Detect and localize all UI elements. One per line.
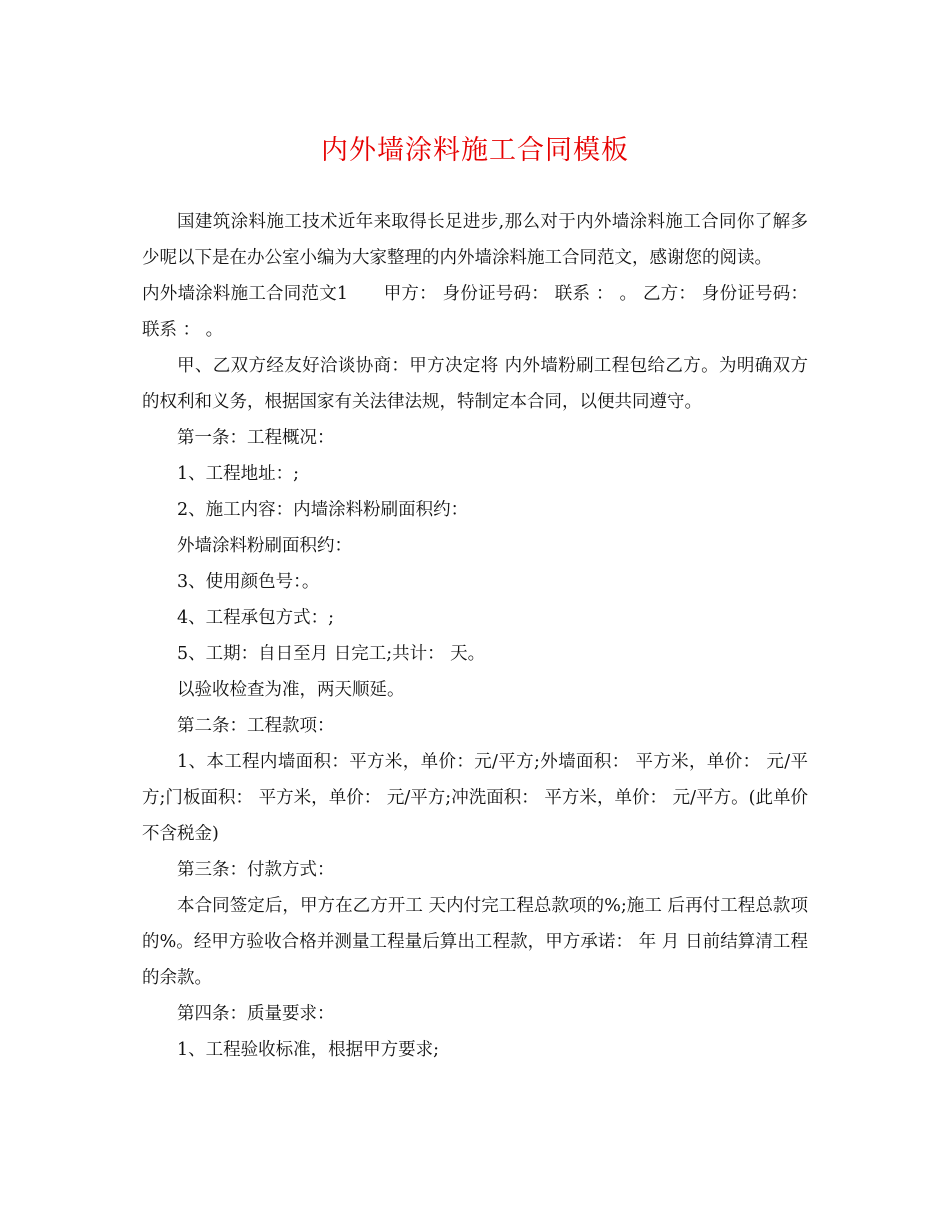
article-1-item-5: 5、工期：自日至月 日完工;共计： 天。 bbox=[177, 644, 486, 664]
article-1-item-5-cont: 以验收检查为准，两天顺延。 bbox=[177, 680, 405, 700]
article-2-heading: 第二条：工程款项： bbox=[177, 716, 335, 736]
paragraph-agreement: 甲、乙双方经友好洽谈协商：甲方决定将 内外墙粉刷工程包给乙方。为明确双方的权利和义务，根据国家有关法律法规，特制定本合同，以便共同遵守。 bbox=[142, 356, 808, 412]
paragraph-intro: 国建筑涂料施工技术近年来取得长足进步,那么对于内外墙涂料施工合同你了解多少呢以下是在办公室小编为大家整理的内外墙涂料施工合同范文，感谢您的阅读。 bbox=[142, 212, 808, 268]
article-1-item-1: 1、工程地址：; bbox=[177, 464, 300, 484]
article-1-item-4: 4、工程承包方式：; bbox=[177, 608, 335, 628]
document-title: 内外墙涂料施工合同模板 bbox=[321, 135, 629, 166]
paragraph-parties: 内外墙涂料施工合同范文1 甲方： 身份证号码： 联系 ： 。 乙方： 身份证号码： 联系 ： 。 bbox=[142, 284, 808, 340]
article-3-heading: 第三条：付款方式： bbox=[177, 860, 335, 880]
article-4-item-1: 1、工程验收标准，根据甲方要求; bbox=[177, 1040, 440, 1060]
article-2-item-1: 1、本工程内墙面积：平方米，单价：元/平方;外墙面积： 平方米，单价： 元/平方;门板面积： 平方米，单价： 元/平方;冲洗面积： 平方米，单价： 元/平方。(此单价不含税金) bbox=[142, 752, 808, 844]
article-1-item-2: 2、施工内容：内墙涂料粉刷面积约： bbox=[177, 500, 469, 520]
article-1-heading: 第一条：工程概况： bbox=[177, 428, 335, 448]
article-1-item-2-cont: 外墙涂料粉刷面积约： bbox=[177, 536, 352, 556]
article-3-body: 本合同签定后，甲方在乙方开工 天内付完工程总款项的%;施工 后再付工程总款项的%。经甲方验收合格并测量工程量后算出工程款，甲方承诺： 年 月 日前结算清工程的余款。 bbox=[142, 896, 808, 988]
document-body bbox=[142, 204, 808, 1068]
article-1-item-3: 3、使用颜色号：。 bbox=[177, 572, 320, 592]
article-4-heading: 第四条：质量要求： bbox=[177, 1004, 335, 1024]
